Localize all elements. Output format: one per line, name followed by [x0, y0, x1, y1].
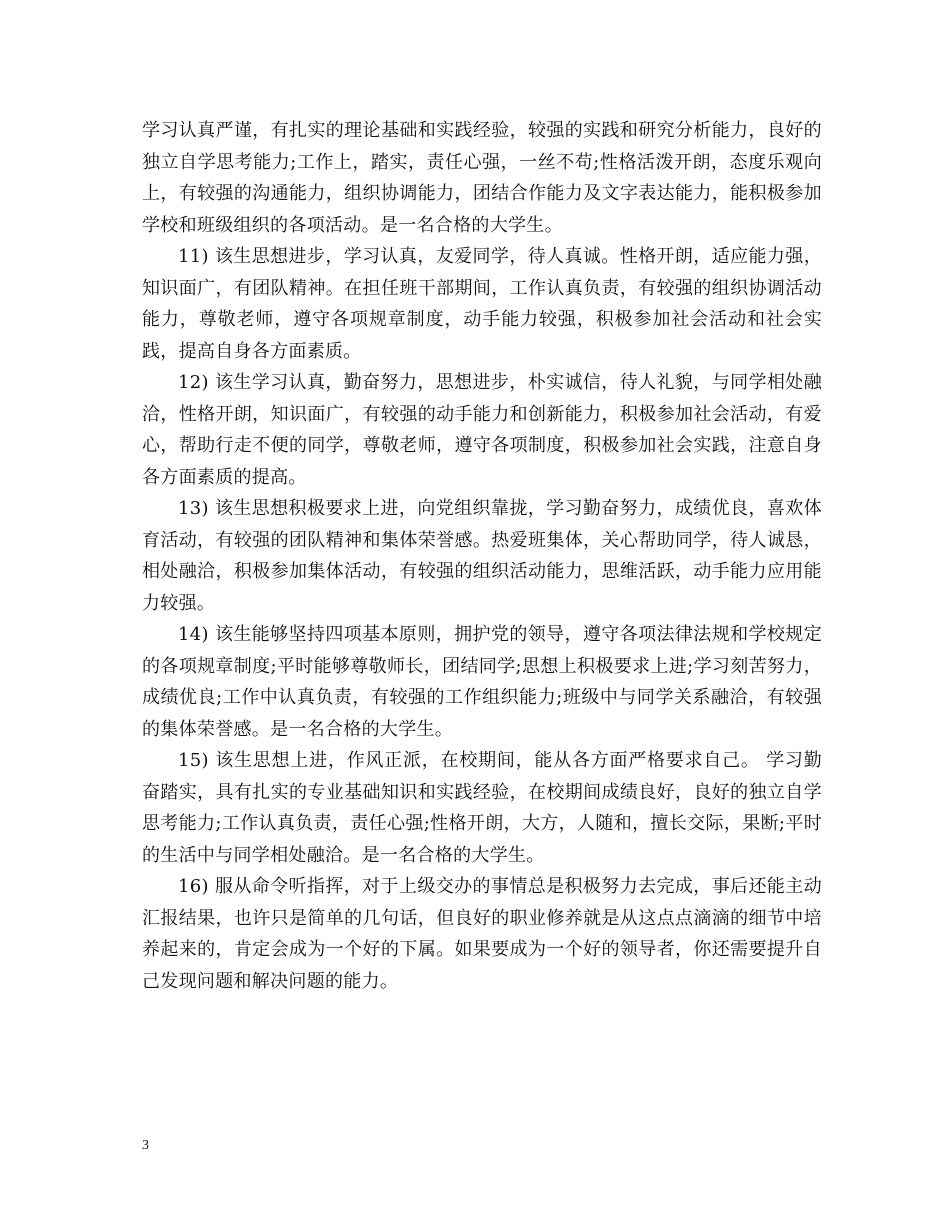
- paragraph-item-13: 13) 该生思想积极要求上进，向党组织靠拢，学习勤奋努力，成绩优良，喜欢体育活动，有较强的团队精神和集体荣誉感。热爱班集体，关心帮助同学，待人诚恳，相处融洽，积极参加集体活动，有较强的组织活动能力，思维活跃，动手能力应用能力较强。: [142, 498, 822, 614]
- paragraph-continued: 学习认真严谨，有扎实的理论基础和实践经验，较强的实践和研究分析能力，良好的独立自学思考能力;工作上，踏实，责任心强，一丝不苟;性格活泼开朗，态度乐观向上，有较强的沟通能力，组织协调能力，团结合作能力及文字表达能力，能积极参加学校和班级组织的各项活动。是一名合格的大学生。: [142, 120, 822, 236]
- paragraph-item-12: 12) 该生学习认真，勤奋努力，思想进步，朴实诚信，待人礼貌，与同学相处融洽，性格开朗，知识面广，有较强的动手能力和创新能力，积极参加社会活动，有爱心，帮助行走不便的同学，尊敬老师，遵守各项制度，积极参加社会实践，注意自身各方面素质的提高。: [142, 372, 822, 488]
- paragraph-item-16: 16) 服从命令听指挥，对于上级交办的事情总是积极努力去完成，事后还能主动汇报结果，也许只是简单的几句话，但良好的职业修养就是从这点点滴滴的细节中培养起来的，肯定会成为一个好的下属。如果要成为一个好的领导者，你还需要提升自己发现问题和解决问题的能力。: [142, 876, 822, 992]
- paragraph-item-14: 14) 该生能够坚持四项基本原则，拥护党的领导，遵守各项法律法规和学校规定的各项规章制度;平时能够尊敬师长，团结同学;思想上积极要求上进;学习刻苦努力，成绩优良;工作中认真负责，有较强的工作组织能力;班级中与同学关系融洽，有较强的集体荣誉感。是一名合格的大学生。: [142, 624, 822, 740]
- document-body: [142, 115, 822, 997]
- paragraph-item-15: 15) 该生思想上进，作风正派，在校期间，能从各方面严格要求自己。 学习勤奋踏实，具有扎实的专业基础知识和实践经验，在校期间成绩良好，良好的独立自学思考能力;工作认真负责，责任心强;性格开朗，大方，人随和，擅长交际，果断;平时的生活中与同学相处融洽。是一名合格的大学生。: [142, 750, 822, 866]
- paragraph-item-11: 11) 该生思想进步，学习认真，友爱同学，待人真诚。性格开朗，适应能力强，知识面广，有团队精神。在担任班干部期间，工作认真负责，有较强的组织协调活动能力，尊敬老师，遵守各项规章制度，动手能力较强，积极参加社会活动和社会实践，提高自身各方面素质。: [142, 246, 822, 362]
- page-number: 3: [142, 1138, 149, 1153]
